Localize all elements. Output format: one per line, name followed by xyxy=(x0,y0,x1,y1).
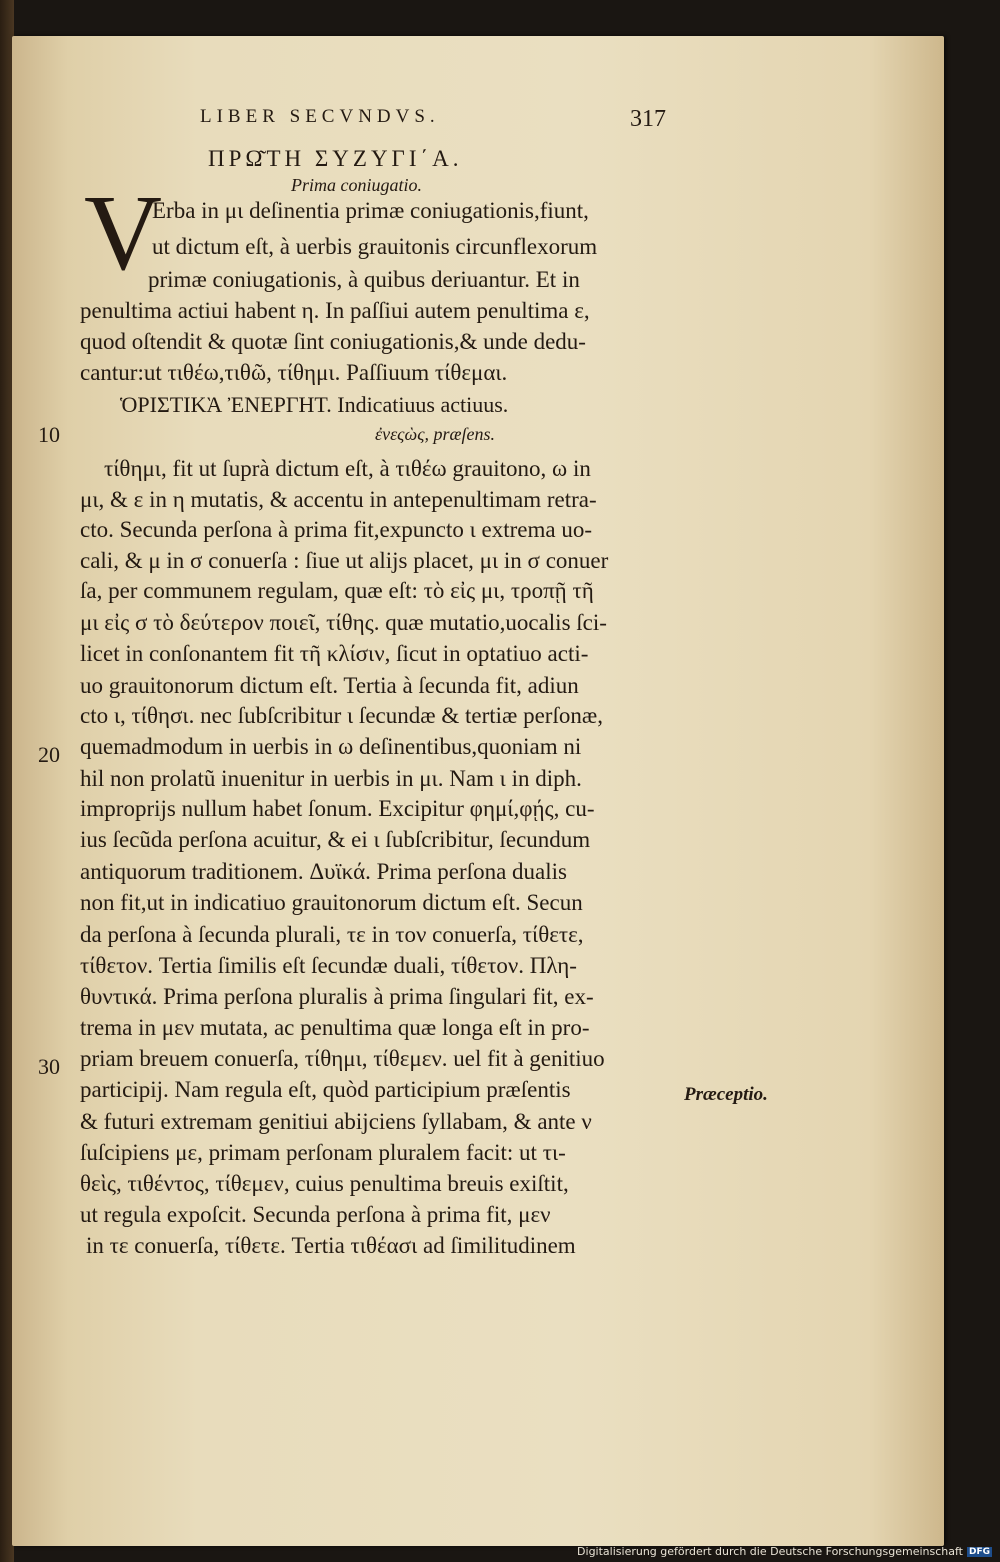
digitization-credit xyxy=(577,1545,992,1558)
body-line: ius ſecũda perſona acuitur, & ei ι ſubſcribitur, ſecundum xyxy=(80,827,591,852)
body-line: Erba in μι deſinentia primæ coniugationis,fiunt, xyxy=(152,198,589,223)
dfg-logo: DFG xyxy=(968,1546,990,1557)
drop-cap-initial: V xyxy=(84,174,162,293)
page-number: 317 xyxy=(630,106,666,132)
body-line: trema in μεν mutata, ac penultima quæ longa eſt in pro- xyxy=(80,1015,590,1040)
greek-chapter-title: ΠΡΩ͂ΤΗ ΣΥΖΥΓΙ΄Α. xyxy=(208,146,463,171)
body-line: priam breuem conuerſa, τίθημι, τίθεμεν. uel fit à genitiuo xyxy=(80,1046,605,1071)
running-head: LIBER SECVNDVS. xyxy=(200,106,440,127)
body-line: quemadmodum in uerbis in ω deſinentibus,quoniam ni xyxy=(80,734,582,759)
line-number: 20 xyxy=(38,742,60,767)
body-line: θυντικά. Prima perſona pluralis à prima ſingulari fit, ex- xyxy=(80,984,594,1009)
body-line: licet in conſonantem fit τῆ κλίσιν, ſicut in optatiuo acti- xyxy=(80,641,589,666)
body-line: cantur:ut τιθέω,τιθῶ, τίθημι. Paſſiuum τίθεμαι. xyxy=(80,360,508,385)
section-subheading: ἐνεςὼς, præſens. xyxy=(375,424,495,444)
body-line: τίθετον. Tertia ſimilis eſt ſecundæ duali, τίθετον. Πλη- xyxy=(80,953,577,978)
body-line: cto ι, τίθησι. nec ſubſcribitur ι ſecundæ & tertiæ perſonæ, xyxy=(80,703,603,728)
latin-chapter-subtitle: Prima coniugatio. xyxy=(291,175,422,195)
body-line: τίθημι, fit ut ſuprà dictum eſt, à τιθέω grauitono, ω in xyxy=(104,456,591,481)
body-line: cali, & μ in σ conuerſa : ſiue ut alijs placet, μι in σ conuer xyxy=(80,548,609,573)
body-line: θεὶς, τιθέντος, τίθεμεν, cuius penultima breuis exiſtit, xyxy=(80,1171,569,1196)
credit-text: Digitalisierung gefördert durch die Deutsche Forschungsgemeinschaft xyxy=(577,1545,963,1558)
section-heading: ὉΡΙΣΤΙΚᾺ ἘΝΕΡΓΗΤ. Indicatiuus actiuus. xyxy=(120,392,509,417)
body-line: improprijs nullum habet ſonum. Excipitur φημί,φῄς, cu- xyxy=(80,796,595,821)
body-line: hil non prolatũ inuenitur in uerbis in μι. Nam ι in diph. xyxy=(80,766,582,791)
body-line: ut regula expoſcit. Secunda perſona à prima fit, μεν xyxy=(80,1202,551,1227)
body-line: cto. Secunda perſona à prima fit,expuncto ι extrema uo- xyxy=(80,517,592,542)
body-line: in τε conuerſa, τίθετε. Tertia τιθέασι ad ſimilitudinem xyxy=(86,1233,576,1258)
body-line: ſa, per communem regulam, quæ eſt: τὸ εἰς μι, τροπῇ τῆ xyxy=(80,578,594,603)
body-line: non fit,ut in indicatiuo grauitonorum dictum eſt. Secun xyxy=(80,890,583,915)
body-line: da perſona à ſecunda plurali, τε in τον conuerſa, τίθετε, xyxy=(80,922,584,947)
body-line: μι, & ε in η mutatis, & accentu in antepenultimam retra- xyxy=(80,487,597,512)
line-number: 10 xyxy=(38,422,60,447)
body-line: μι εἰς σ τὸ δεύτερον ποιεῖ, τίθης. quæ mutatio,uocalis ſci- xyxy=(80,610,607,635)
body-line: antiquorum traditionem. Δυϊκά. Prima perſona dualis xyxy=(80,859,567,884)
margin-note: Præceptio. xyxy=(684,1084,768,1105)
body-line: quod oſtendit & quotæ ſint coniugationis,& unde dedu- xyxy=(80,329,586,354)
body-line: participij. Nam regula eſt, quòd participium præſentis xyxy=(80,1077,571,1102)
body-line: ut dictum eſt, à uerbis grauitonis circunflexorum xyxy=(152,234,598,259)
body-line: penultima actiui habent η. In paſſiui autem penultima ε, xyxy=(80,298,590,323)
body-line: primæ coniugationis, à quibus deriuantur. Et in xyxy=(148,267,580,292)
body-line: uo grauitonorum dictum eſt. Tertia à ſecunda fit, adiun xyxy=(80,673,579,698)
body-line: ſuſcipiens με, primam perſonam pluralem facit: ut τι- xyxy=(80,1140,566,1165)
body-line: & futuri extremam genitiui abijciens ſyllabam, & ante ν xyxy=(80,1109,592,1134)
line-number: 30 xyxy=(38,1054,60,1079)
